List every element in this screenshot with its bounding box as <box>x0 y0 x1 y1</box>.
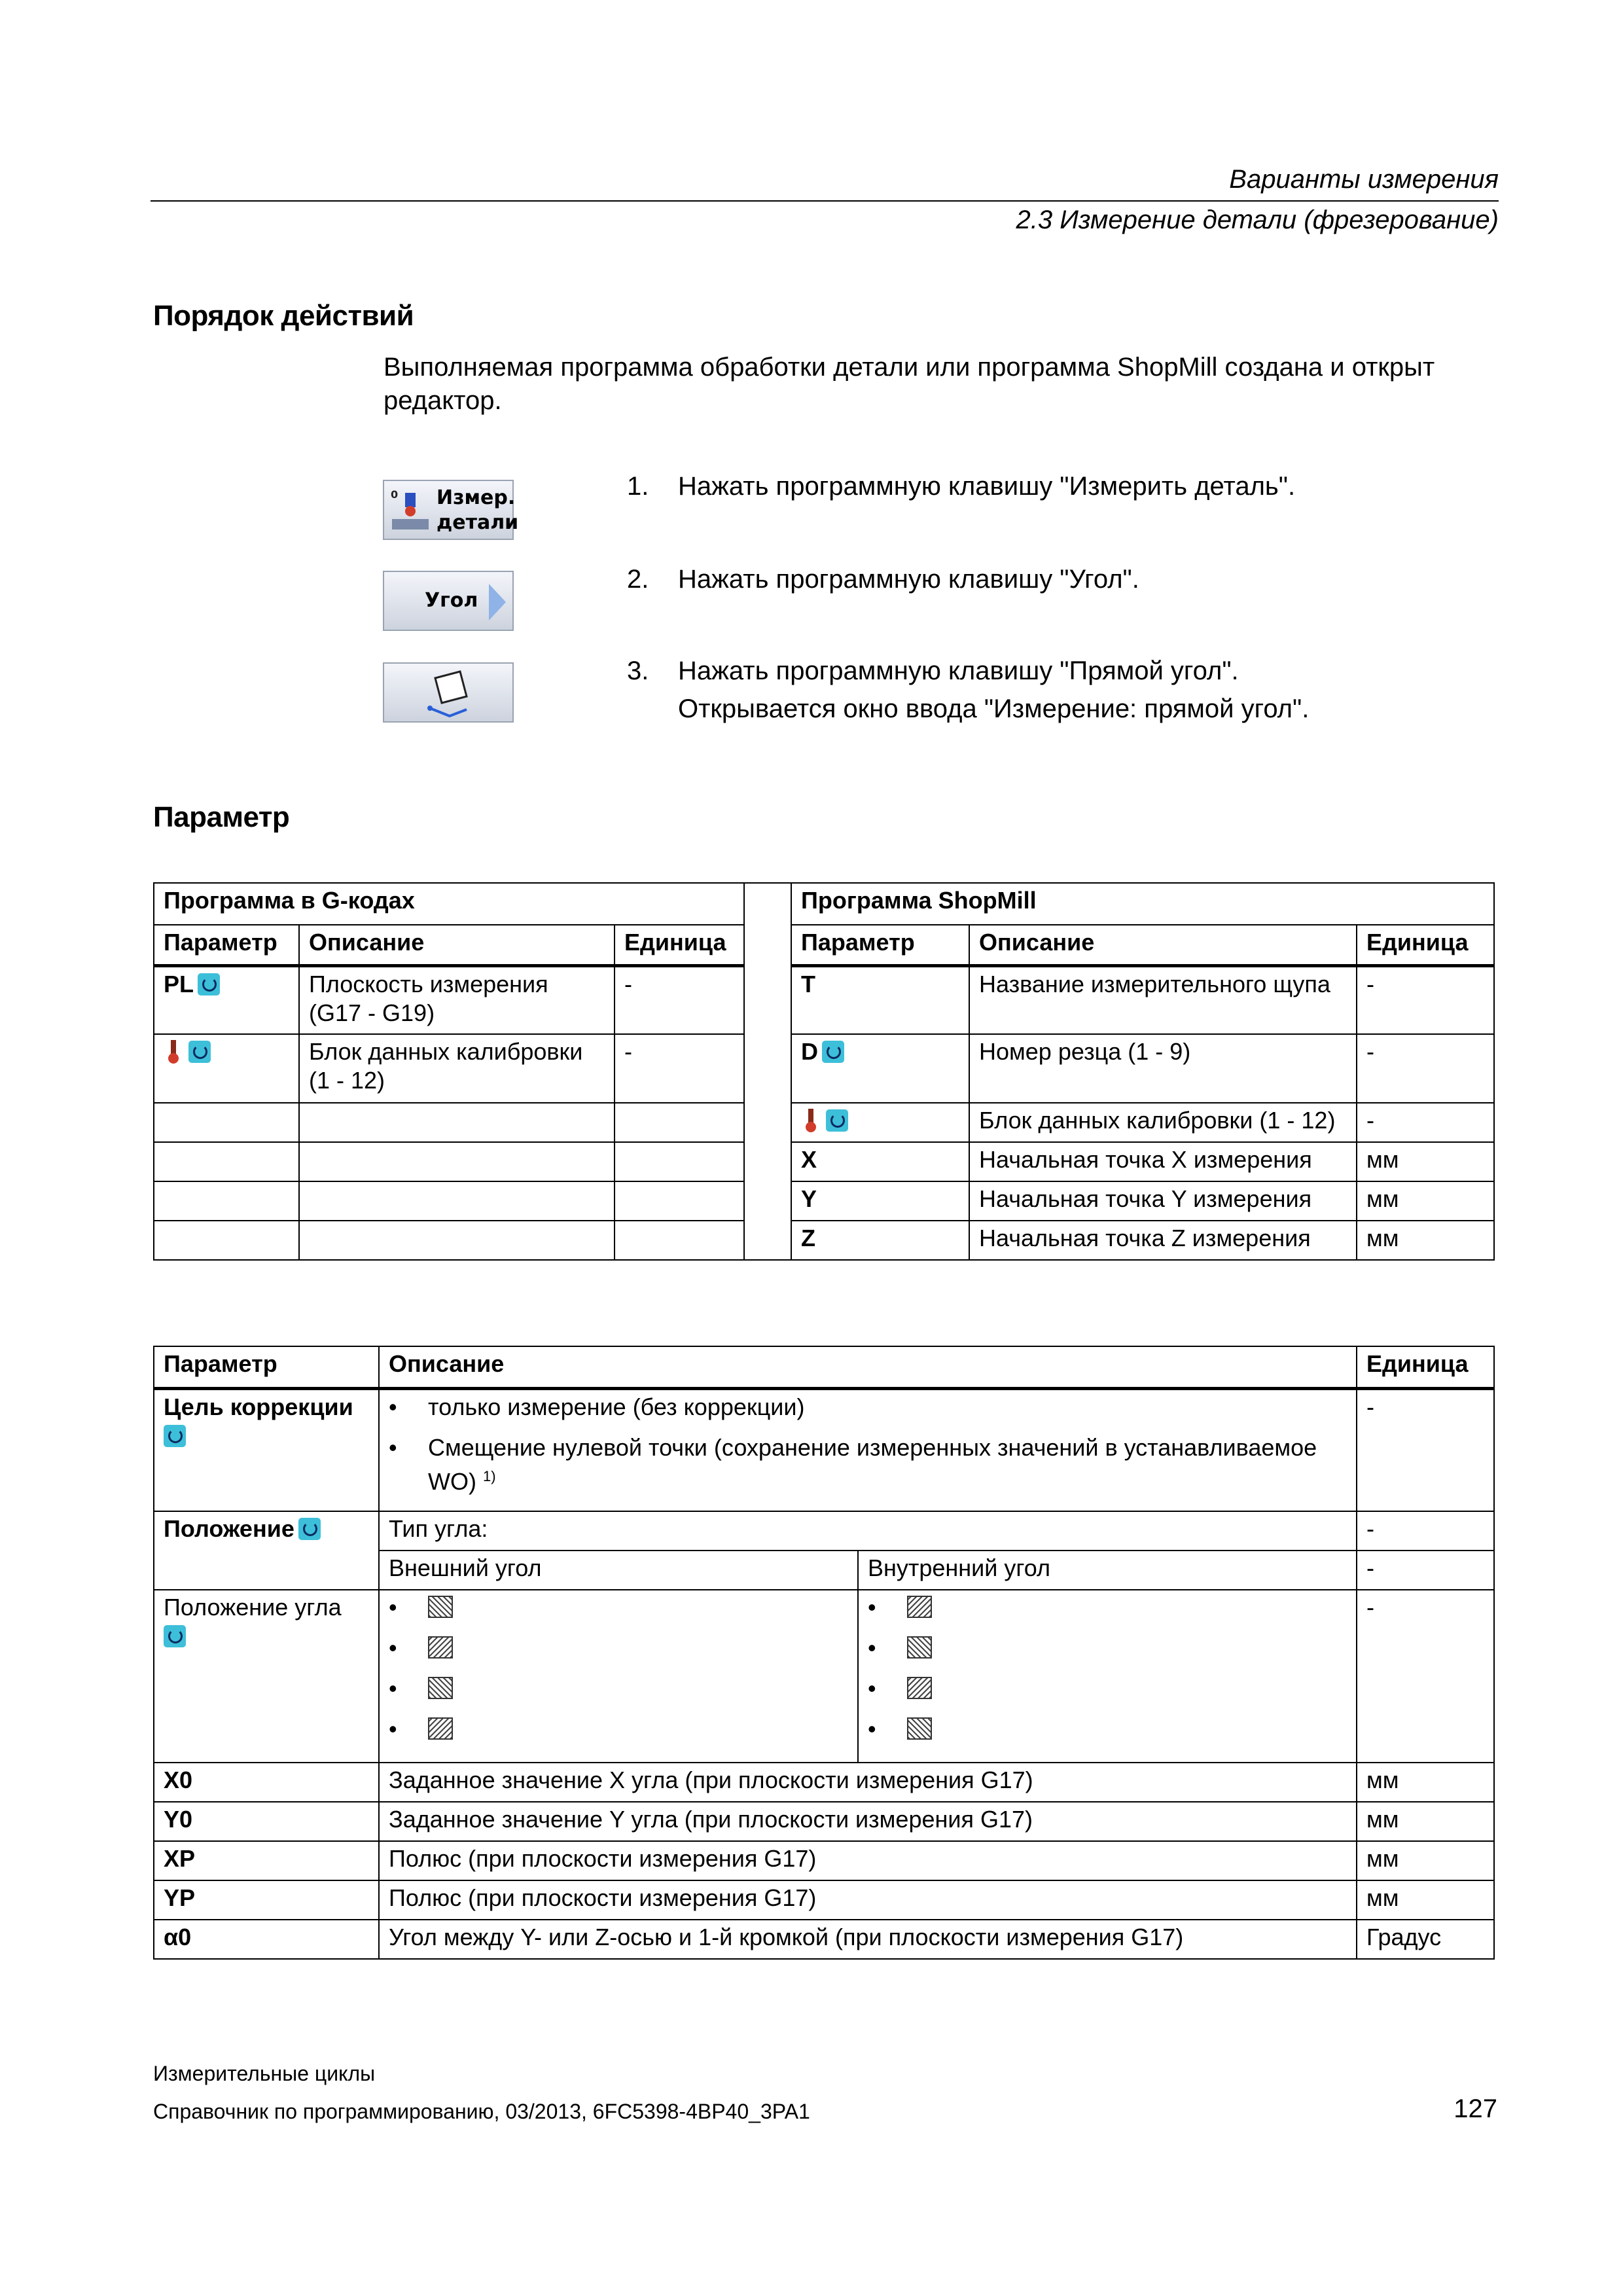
param-cell: α0 <box>154 1920 379 1959</box>
page-number: 127 <box>1454 2094 1497 2123</box>
right-angle-icon <box>423 668 476 720</box>
inner-corner-top-right-icon <box>907 1596 932 1618</box>
desc-cell: Начальная точка Z измерения <box>969 1221 1357 1260</box>
toggle-icon <box>826 1109 848 1132</box>
empty-cell <box>615 1181 744 1221</box>
param-cell <box>791 1103 969 1142</box>
desc-cell: Начальная точка Y измерения <box>969 1181 1357 1221</box>
param-cell: D <box>791 1034 969 1103</box>
unit-cell: - <box>1357 1511 1494 1551</box>
unit-cell: - <box>615 1034 744 1103</box>
inner-corner-option-4: • <box>868 1715 1348 1755</box>
col-header-unit: Единица <box>1357 925 1494 965</box>
outer-angle-label: Внешний угол <box>379 1551 858 1590</box>
parameter-table-details <box>153 1346 1495 1960</box>
measure-workpiece-icon <box>389 486 431 533</box>
param-cell: Цель коррекции <box>154 1388 379 1511</box>
param-cell <box>154 1034 299 1103</box>
inner-corner-option-3: • <box>868 1674 1348 1715</box>
unit-cell: - <box>1357 1551 1494 1590</box>
outer-corner-bottom-left-icon <box>428 1677 453 1699</box>
param-cell: Положение <box>154 1511 379 1590</box>
toggle-icon <box>198 973 220 996</box>
param-cell: X0 <box>154 1763 379 1802</box>
procedure-intro: Выполняемая программа обработки детали или программа ShopMill создана и открыт редактор. <box>383 353 1435 415</box>
inner-corner-option-2: • <box>868 1634 1348 1674</box>
param-cell: Y0 <box>154 1802 379 1841</box>
empty-cell <box>299 1181 615 1221</box>
unit-cell: - <box>615 965 744 1034</box>
outer-angle-options <box>379 1590 858 1763</box>
toggle-icon <box>164 1425 186 1447</box>
col-header-unit: Единица <box>615 925 744 965</box>
unit-cell: мм <box>1357 1880 1494 1920</box>
parameter-heading: Параметр <box>153 801 290 833</box>
parameter-table-gcode-shopmill <box>153 882 1495 1261</box>
unit-cell: - <box>1357 1103 1494 1142</box>
unit-cell: - <box>1357 1590 1494 1763</box>
col-header-desc: Описание <box>299 925 615 965</box>
unit-cell: мм <box>1357 1142 1494 1181</box>
inner-corner-option-1: • <box>868 1593 1348 1634</box>
param-cell: Y <box>791 1181 969 1221</box>
col-header-desc: Описание <box>379 1346 1357 1388</box>
softkey-label: Угол <box>425 589 478 612</box>
angle-arrow-icon <box>489 584 506 620</box>
toggle-icon <box>822 1041 844 1063</box>
right-angle-softkey[interactable] <box>383 662 514 723</box>
bullet-item: • только измерение (без коррекции) <box>389 1393 805 1420</box>
empty-cell <box>154 1103 299 1142</box>
empty-cell <box>299 1221 615 1260</box>
empty-cell <box>154 1181 299 1221</box>
outer-corner-option-4: • <box>389 1715 849 1755</box>
section-title: 2.3 Измерение детали (фрезерование) <box>1016 206 1499 234</box>
param-cell: XP <box>154 1841 379 1880</box>
empty-cell <box>615 1221 744 1260</box>
param-cell: PL <box>154 965 299 1034</box>
empty-cell <box>154 1142 299 1181</box>
desc-cell: Заданное значение Y угла (при плоскости измерения G17) <box>379 1802 1357 1841</box>
outer-corner-option-1: • <box>389 1593 849 1634</box>
empty-cell <box>299 1142 615 1181</box>
col-header-desc: Описание <box>969 925 1357 965</box>
desc-cell: Блок данных калибровки (1 - 12) <box>299 1034 615 1103</box>
unit-cell: мм <box>1357 1802 1494 1841</box>
desc-cell: Плоскость измерения (G17 - G19) <box>299 965 615 1034</box>
empty-cell <box>299 1103 615 1142</box>
inner-angle-label: Внутренний угол <box>858 1551 1357 1590</box>
unit-cell: мм <box>1357 1841 1494 1880</box>
col-header-param: Параметр <box>154 925 299 965</box>
desc-cell: Полюс (при плоскости измерения G17) <box>379 1841 1357 1880</box>
unit-cell: - <box>1357 965 1494 1034</box>
desc-cell: Тип угла: <box>379 1511 1357 1551</box>
desc-cell: Заданное значение X угла (при плоскости измерения G17) <box>379 1763 1357 1802</box>
header-rule <box>151 200 1499 202</box>
unit-cell: мм <box>1357 1181 1494 1221</box>
toggle-icon <box>164 1625 186 1647</box>
unit-cell: - <box>1357 1388 1494 1511</box>
unit-cell: мм <box>1357 1763 1494 1802</box>
outer-corner-bottom-right-icon <box>428 1717 453 1740</box>
softkey-label: детали <box>437 511 519 534</box>
desc-cell: Угол между Y- или Z-осью и 1-й кромкой (при плоскости измерения G17) <box>379 1920 1357 1959</box>
unit-cell: Градус <box>1357 1920 1494 1959</box>
svg-text:0: 0 <box>391 488 399 501</box>
angle-softkey[interactable] <box>383 571 514 631</box>
param-cell: Z <box>791 1221 969 1260</box>
desc-cell: Название измерительного щупа <box>969 965 1357 1034</box>
inner-angle-options <box>858 1590 1357 1763</box>
outer-corner-top-right-icon <box>428 1596 453 1618</box>
toggle-icon <box>298 1518 321 1540</box>
probe-icon <box>164 1040 183 1064</box>
step-1: 1. Нажать программную клавишу "Измерить деталь". <box>627 472 1296 501</box>
unit-cell: мм <box>1357 1221 1494 1260</box>
inner-corner-bottom-right-icon <box>907 1717 932 1740</box>
outer-corner-option-3: • <box>389 1674 849 1715</box>
param-cell: X <box>791 1142 969 1181</box>
desc-cell: Номер резца (1 - 9) <box>969 1034 1357 1103</box>
col-header-unit: Единица <box>1357 1346 1494 1388</box>
shopmill-program-title: Программа ShopMill <box>791 883 1494 925</box>
param-cell: T <box>791 965 969 1034</box>
step-3: 3. Нажать программную клавишу "Прямой угол". Открывается окно ввода "Измерение: прямой угол". <box>627 656 1310 723</box>
desc-cell: Начальная точка X измерения <box>969 1142 1357 1181</box>
empty-cell <box>154 1221 299 1260</box>
chapter-title: Варианты измерения <box>1229 165 1499 194</box>
col-header-param: Параметр <box>791 925 969 965</box>
unit-cell: - <box>1357 1034 1494 1103</box>
desc-cell: Полюс (при плоскости измерения G17) <box>379 1880 1357 1920</box>
empty-cell <box>615 1142 744 1181</box>
empty-cell <box>615 1103 744 1142</box>
probe-icon <box>801 1109 821 1132</box>
param-cell: YP <box>154 1880 379 1920</box>
softkey-label: Измер. <box>437 486 516 509</box>
gcode-program-title: Программа в G-кодах <box>154 883 744 925</box>
outer-corner-option-2: • <box>389 1634 849 1674</box>
bullet-item: • Смещение нулевой точки (сохранение измеренных значений в устанавливаемое WO) $^{1)}$ <box>389 1433 1317 1495</box>
outer-corner-top-left-icon <box>428 1636 453 1659</box>
footnote-mark: 1) <box>482 1467 496 1484</box>
inner-corner-bottom-left-icon <box>907 1677 932 1699</box>
param-cell: Положение угла <box>154 1590 379 1763</box>
col-header-param: Параметр <box>154 1346 379 1388</box>
procedure-heading: Порядок действий <box>153 300 414 332</box>
step-2: 2. Нажать программную клавишу "Угол". <box>627 565 1139 594</box>
toggle-icon <box>188 1041 211 1063</box>
desc-cell <box>379 1388 1357 1511</box>
inner-corner-top-left-icon <box>907 1636 932 1659</box>
gap-column <box>744 883 791 1260</box>
measure-workpiece-softkey[interactable] <box>383 480 519 540</box>
footer-book-title: Измерительные циклы <box>153 2062 376 2085</box>
footer-reference: Справочник по программированию, 03/2013, 6FC5398-4BP40_3PA1 <box>153 2100 810 2123</box>
desc-cell: Блок данных калибровки (1 - 12) <box>969 1103 1357 1142</box>
